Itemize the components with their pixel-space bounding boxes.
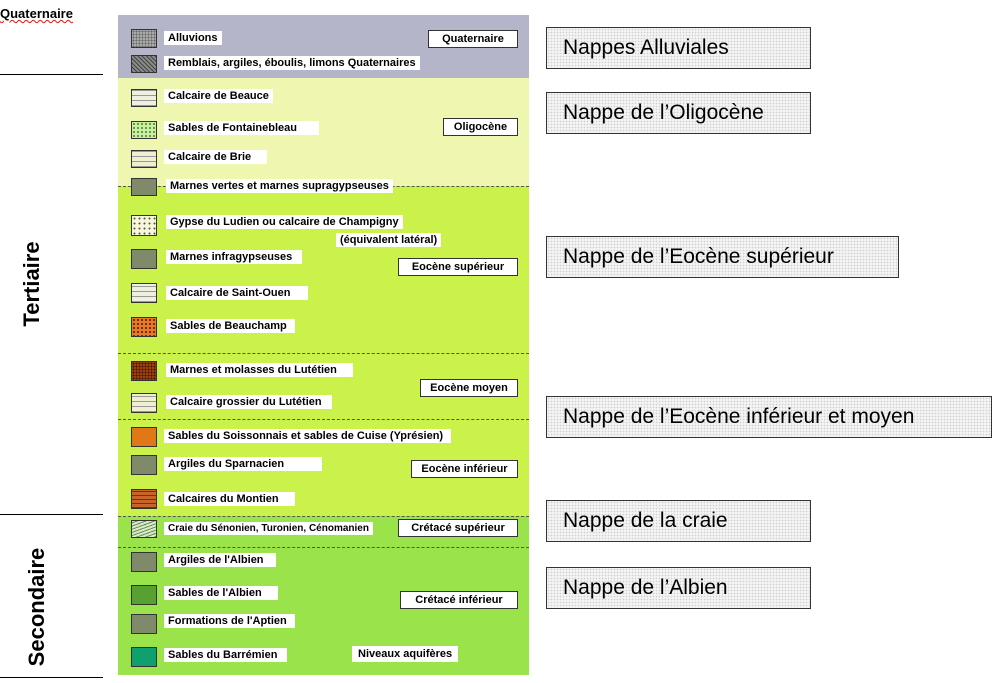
marnes-infragypseuses-symbol (131, 249, 157, 269)
layer-label: Formations de l'Aptien (164, 614, 295, 628)
sables-fontainebleau-symbol (131, 121, 157, 139)
argiles-sparnacien-symbol (131, 455, 157, 475)
stage-cretace-superieur-box: Crétacé supérieur (398, 519, 518, 537)
gypse-ludien-symbol (131, 215, 157, 236)
stage-eocene-inferieur-box: Eocène inférieur (411, 460, 518, 478)
era-divider-tertiaire-secondaire (0, 514, 103, 515)
layer-label: Sables de l'Albien (164, 586, 278, 600)
nappe-albien-box (546, 567, 811, 609)
aquifer-levels-label: Niveaux aquifères (352, 646, 458, 662)
boundary-dash (118, 547, 529, 548)
marnes-vertes-symbol (131, 178, 157, 196)
formations-aptien-symbol (131, 614, 157, 634)
alluvions-symbol (131, 29, 157, 48)
boundary-dash (118, 516, 529, 517)
layer-label: Craie du Sénonien, Turonien, Cénomanien (164, 522, 373, 535)
era-secondaire-label: Secondaire (24, 547, 49, 667)
layer-label: Calcaires du Montien (164, 492, 295, 506)
layer-label: Marnes infragypseuses (166, 250, 302, 264)
stage-cretace-inferieur-box: Crétacé inférieur (400, 591, 518, 609)
calcaire-brie-symbol (131, 150, 157, 168)
era-divider-bottom (0, 677, 103, 678)
layer-label: Calcaire de Brie (164, 150, 267, 164)
era-tertiaire-label: Tertiaire (19, 241, 44, 327)
layer-label: (équivalent latéral) (336, 233, 441, 247)
nappe-eocene-superieur-box: Nappe de l’Eocène supérieur (546, 236, 899, 278)
stage-eocene-moyen-box: Eocène moyen (420, 379, 518, 397)
layer-label: Alluvions (164, 31, 222, 45)
boundary-dash (118, 419, 529, 420)
calcaires-montien-symbol (131, 489, 157, 509)
remblais-symbol (131, 55, 157, 73)
stage-oligocene-box: Oligocène (443, 118, 518, 136)
layer-label: Marnes vertes et marnes supragypseuses (166, 179, 393, 193)
nappe-alluviales-box: Nappes Alluviales (546, 27, 811, 69)
nappe-oligocene-box: Nappe de l’Oligocène (546, 92, 811, 134)
nappe-albien-label: Nappe de l’Albien (563, 576, 728, 599)
nappe-eocene-inferieur-moyen-box: Nappe de l’Eocène inférieur et moyen (546, 396, 992, 438)
layer-label: Calcaire grossier du Lutétien (166, 395, 332, 409)
layer-label: Calcaire de Saint-Ouen (166, 286, 308, 300)
layer-label: Gypse du Ludien ou calcaire de Champigny (166, 215, 403, 229)
stratigraphic-column (118, 15, 529, 675)
sables-barremien-symbol (131, 647, 157, 667)
calcaire-saint-ouen-symbol (131, 283, 157, 303)
marnes-molasses-symbol (131, 361, 157, 381)
era-quaternaire-label: Quaternaire (0, 6, 73, 21)
layer-label: Calcaire de Beauce (164, 89, 273, 103)
layer-label: Argiles du Sparnacien (164, 457, 322, 471)
era-divider-quaternaire-tertiaire (0, 74, 103, 75)
argiles-albien-symbol (131, 552, 157, 572)
layer-label: Sables de Beauchamp (166, 319, 295, 333)
calcaire-grossier-symbol (131, 393, 157, 413)
layer-label: Sables du Soissonnais et sables de Cuise (Yprésien) (164, 429, 451, 443)
layer-label: Remblais, argiles, éboulis, limons Quaternaires (164, 56, 420, 70)
calcaire-beauce-symbol (131, 89, 157, 107)
sables-soissonnais-symbol (131, 427, 157, 447)
sables-beauchamp-symbol (131, 317, 157, 337)
layer-label: Marnes et molasses du Lutétien (166, 363, 353, 377)
stage-quaternaire-box: Quaternaire (428, 30, 518, 48)
stage-eocene-superieur-box: Eocène supérieur (398, 258, 518, 276)
sables-albien-symbol (131, 585, 157, 605)
layer-label: Sables de Fontainebleau (164, 121, 319, 135)
layer-label: Argiles de l'Albien (164, 553, 276, 567)
craie-symbol (131, 520, 157, 538)
boundary-dash (118, 353, 529, 354)
nappe-craie-box: Nappe de la craie (546, 500, 811, 542)
layer-label: Sables du Barrémien (164, 648, 287, 662)
